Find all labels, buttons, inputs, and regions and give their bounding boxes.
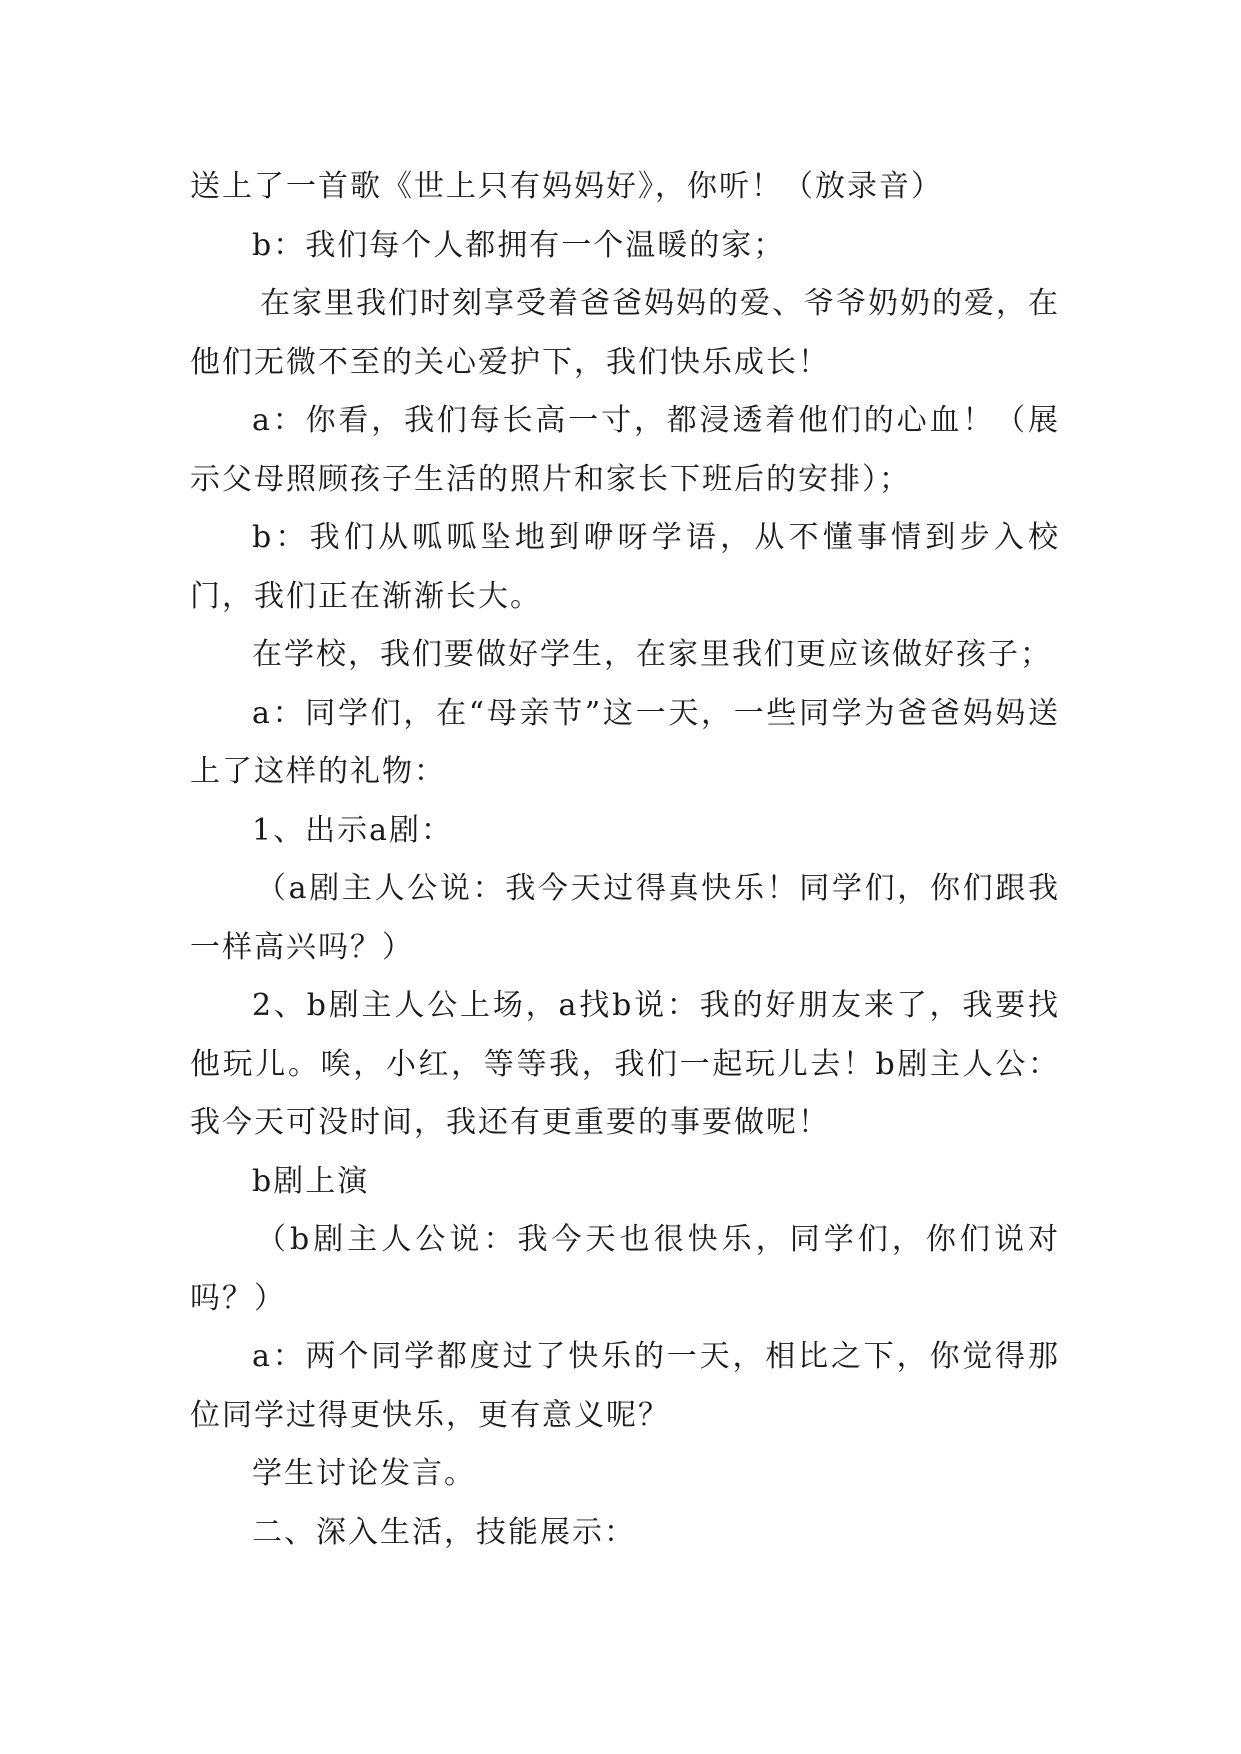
paragraph: b：我们从呱呱坠地到咿呀学语，从不懂事情到步入校门，我们正在渐渐长大。 [190,520,1060,614]
paragraph: b：我们每个人都拥有一个温暖的家； [252,227,786,263]
paragraph: （a剧主人公说：我今天过得真快乐！同学们，你们跟我一样高兴吗？） [190,871,1060,965]
paragraph: 在学校，我们要做好学生，在家里我们更应该做好孩子； [252,637,1052,672]
paragraph: a：你看，我们每长高一寸，都浸透着他们的心血！（展示父母照顾孩子生活的照片和家长下班后的安排）； [190,403,1060,497]
paragraph: 1、出示a剧： [252,812,453,848]
paragraph: 2、b剧主人公上场，a找b说：我的好朋友来了，我要找他玩儿。唉，小红，等等我，我们一起玩儿去！b剧主人公：我今天可没时间，我还有更重要的事要做呢！ [190,988,1060,1140]
paragraph: a：同学们，在“母亲节”这一天，一些同学为爸爸妈妈送上了这样的礼物： [190,695,1060,789]
paragraph: b剧上演 [252,1163,370,1199]
document-body [190,158,1060,1562]
paragraph: 在家里我们时刻享受着爸爸妈妈的爱、爷爷奶奶的爱，在他们无微不至的关心爱护下，我们快乐成长！ [190,286,1060,380]
paragraph: a：两个同学都度过了快乐的一天，相比之下，你觉得那位同学过得更快乐，更有意义呢？ [190,1339,1060,1433]
paragraph: 二、深入生活，技能展示： [252,1514,636,1550]
paragraph: 学生讨论发言。 [252,1456,476,1491]
paragraph: （b剧主人公说：我今天也很快乐，同学们，你们说对吗？） [190,1222,1060,1316]
paragraph: 送上了一首歌《世上只有妈妈好》，你听！（放录音） [190,169,943,204]
